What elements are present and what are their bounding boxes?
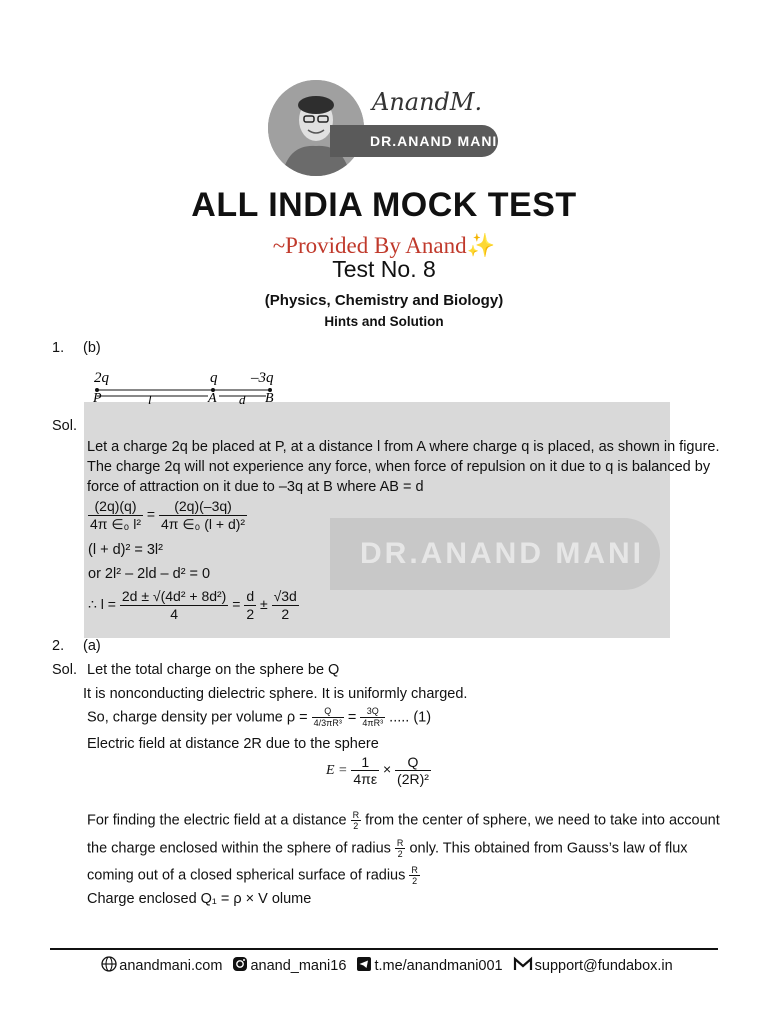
- test-number: Test No. 8: [332, 256, 436, 282]
- solution-line: Let a charge 2q be placed at P, at a distance l from A where charge q is placed, as shown in figure.: [87, 439, 720, 455]
- solution-line: force of attraction on it due to –3q at B where AB = d: [87, 479, 424, 495]
- point-label-a: A: [208, 391, 217, 406]
- question-number: 1.: [52, 340, 65, 356]
- solution-line: coming out of a closed spherical surface of radius $\frac{R}{2}$: [87, 865, 418, 886]
- globe-icon: [101, 956, 117, 976]
- solution-line: For finding the electric field at a distance $\frac{R}{2}$ from the center of sphere, we need to take into account: [87, 810, 720, 831]
- solution-line: Electric field at distance 2R due to the sphere: [87, 736, 379, 752]
- question-number: 2.: [52, 638, 65, 654]
- solution-label: Sol.: [52, 418, 77, 434]
- website-link[interactable]: anandmani.com: [119, 957, 223, 974]
- solution-line: the charge enclosed within the sphere of radius $\frac{R}{2}$ only. This obtained from Gauss’s law of flux: [87, 838, 688, 859]
- mail-icon: [513, 956, 533, 976]
- telegram-icon: [356, 956, 372, 976]
- author-signature: AnandM.: [372, 88, 483, 116]
- watermark-name: DR.ANAND MANI: [330, 518, 660, 590]
- equation-force-balance: $\frac{(2q)(q)}{\text{4π ∈₀ l²}}$ = $\frac{(2q)(-3q)}{\text{4π ∈₀ (l + d)²}}$: [90, 498, 246, 532]
- solution-line: It is nonconducting dielectric sphere. It is uniformly charged.: [83, 686, 468, 702]
- charge-label-p: 2q: [94, 370, 109, 386]
- subjects-heading: (Physics, Chemistry and Biology): [264, 292, 504, 309]
- charge-diagram: [88, 366, 284, 406]
- telegram-link[interactable]: t.me/anandmani001: [374, 957, 503, 974]
- point-label-b: B: [265, 391, 274, 406]
- author-name-badge: DR.ANAND MANI: [330, 125, 498, 157]
- equation-electric-field: E = $\frac{1}{4\pi\varepsilon}$ × $\frac{Q}{\text{(2R)²}}$: [326, 754, 429, 787]
- footer-divider: [50, 948, 718, 950]
- charge-density-line: So, charge density per volume ρ = $\frac{Q}{\text{4/3πR³}}$ = $\frac{3Q}{\text{4πR³}}$ ..... (1): [87, 706, 432, 728]
- distance-label-d: d: [239, 392, 246, 406]
- hints-heading: Hints and Solution: [324, 314, 444, 329]
- charge-label-a: q: [210, 370, 218, 386]
- instagram-icon: [232, 956, 248, 976]
- question-answer: (a): [83, 638, 101, 654]
- solution-line: Let the total charge on the sphere be Q: [87, 662, 340, 678]
- footer-contacts: [0, 956, 768, 976]
- solution-line: Charge enclosed Q₁ = ρ × V olume: [87, 891, 312, 907]
- question-answer: (b): [83, 340, 101, 356]
- point-label-p: P: [93, 391, 102, 406]
- email-link[interactable]: support@fundabox.in: [534, 957, 673, 974]
- equation-solution-l: ∴ l = $\frac{\text{2d ± √(4d² + 8d²)}}{4}$ = $\frac{d}{2}$ ± $\frac{√3d}{2}$: [88, 588, 297, 622]
- equation: (l + d)² = 3l²: [88, 542, 163, 558]
- provided-by: ~Provided By Anand✨: [272, 233, 496, 258]
- equation: or 2l² – 2ld – d² = 0: [88, 566, 211, 582]
- charge-label-b: –3q: [251, 370, 274, 386]
- instagram-link[interactable]: anand_mani16: [250, 957, 347, 974]
- solution-label: Sol.: [52, 662, 77, 678]
- distance-label-l: l: [148, 392, 152, 406]
- page-title: ALL INDIA MOCK TEST: [191, 186, 577, 224]
- solution-line: The charge 2q will not experience any force, when force of repulsion on it due to q is balanced by: [87, 459, 711, 475]
